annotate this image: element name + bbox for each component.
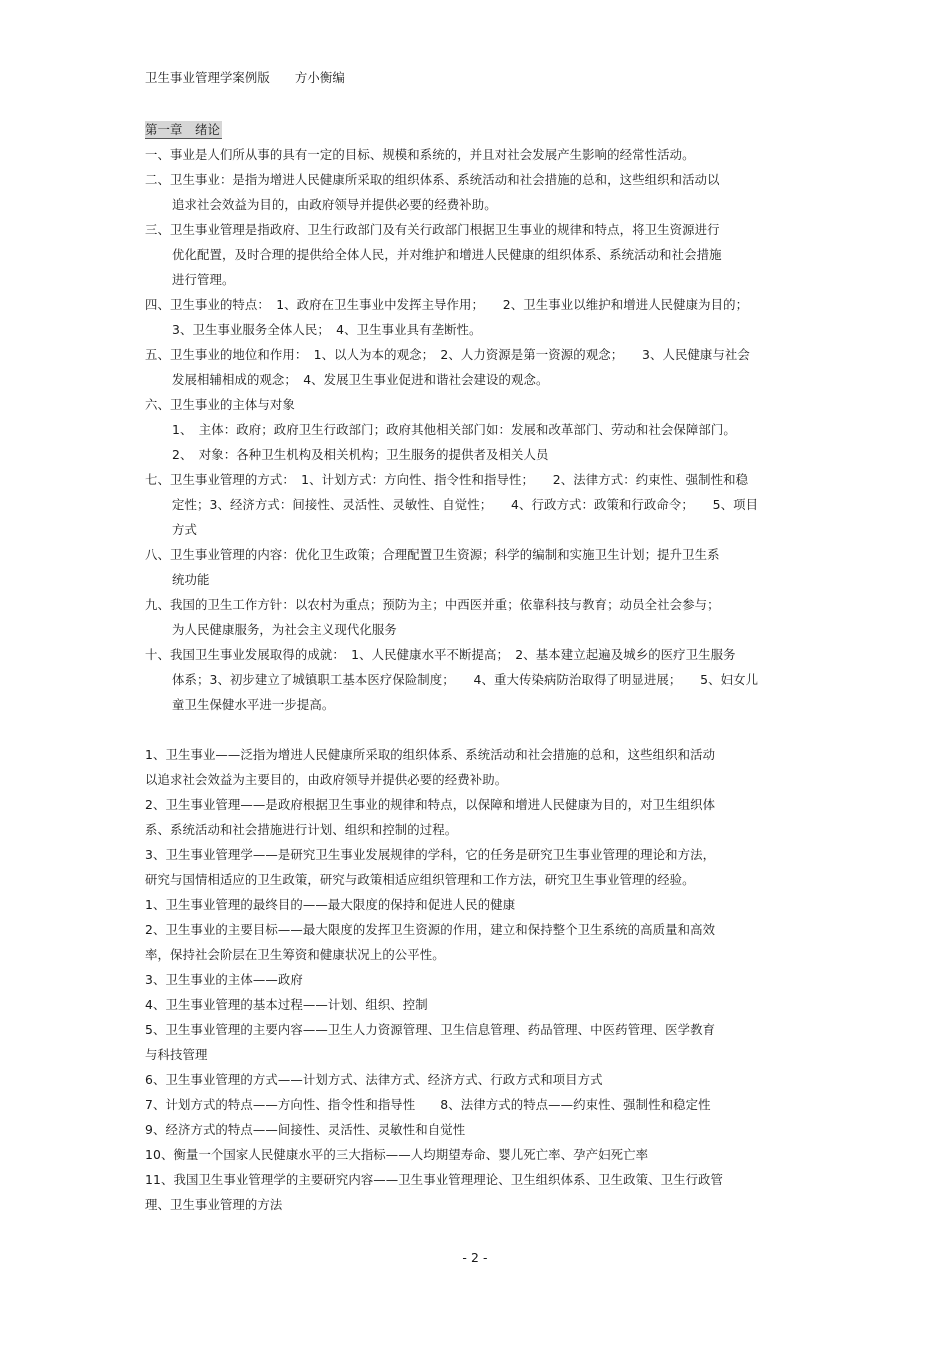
text-line: 优化配置，及时合理的提供给全体人民，并对维护和增进人民健康的组织体系、系统活动和社会措施: [172, 247, 722, 262]
text-line: 系、系统活动和社会措施进行计划、组织和控制的过程。: [145, 822, 458, 837]
text-line: 5、卫生事业管理的主要内容——卫生人力资源管理、卫生信息管理、药品管理、中医药管理、医学教育: [145, 1022, 716, 1037]
text-line: 方式: [172, 522, 197, 537]
text-line: 三、卫生事业管理是指政府、卫生行政部门及有关行政部门根据卫生事业的规律和特点，将卫生资源进行: [145, 222, 720, 237]
text-line: 2、 对象：各种卫生机构及相关机构；卫生服务的提供者及相关人员: [172, 447, 549, 462]
text-line: 八、卫生事业管理的内容：优化卫生政策；合理配置卫生资源；科学的编制和实施卫生计划；提升卫生系: [145, 547, 720, 562]
text-line: 4、卫生事业管理的基本过程——计划、组织、控制: [145, 997, 428, 1012]
text-line: 一、事业是人们所从事的具有一定的目标、规模和系统的，并且对社会发展产生影响的经常性活动。: [145, 147, 695, 162]
text-line: 2、卫生事业管理——是政府根据卫生事业的规律和特点，以保障和增进人民健康为目的，对卫生组织体: [145, 797, 716, 812]
text-line: 7、计划方式的特点——方向性、指令性和指导性 8、法律方式的特点——约束性、强制性和稳定性: [145, 1097, 711, 1112]
text-line: 二、卫生事业：是指为增进人民健康所采取的组织体系、系统活动和社会措施的总和，这些组织和活动以: [145, 172, 720, 187]
text-line: 十、我国卫生事业发展取得的成就： 1、人民健康水平不断提高； 2、基本建立起遍及城乡的医疗卫生服务: [145, 647, 736, 662]
text-line: 进行管理。: [172, 272, 235, 287]
text-line: 童卫生保健水平进一步提高。: [172, 697, 335, 712]
text-line: 研究与国情相适应的卫生政策，研究与政策相适应组织管理和工作方法，研究卫生事业管理的经验。: [145, 872, 695, 887]
text-line: 率，保持社会阶层在卫生筹资和健康状况上的公平性。: [145, 947, 445, 962]
text-line: 五、卫生事业的地位和作用： 1、以人为本的观念； 2、人力资源是第一资源的观念； 3、人民健康与社会: [145, 347, 750, 362]
page-number: - 2 -: [462, 1250, 488, 1265]
text-line: 九、我国的卫生工作方针：以农村为重点；预防为主；中西医并重；依靠科技与教育；动员全社会参与；: [145, 597, 720, 612]
text-line: 3、卫生事业服务全体人民； 4、卫生事业具有垄断性。: [172, 322, 482, 337]
text-line: 3、卫生事业管理学——是研究卫生事业发展规律的学科，它的任务是研究卫生事业管理的理论和方法，: [145, 847, 716, 862]
text-line: 统功能: [172, 572, 210, 587]
text-line: 追求社会效益为目的，由政府领导并提供必要的经费补助。: [172, 197, 497, 212]
text-line: 2、卫生事业的主要目标——最大限度的发挥卫生资源的作用，建立和保持整个卫生系统的高质量和高效: [145, 922, 716, 937]
text-line: 体系；3、初步建立了城镇职工基本医疗保险制度； 4、重大传染病防治取得了明显进展； 5、妇女儿: [172, 672, 759, 687]
text-line: 以追求社会效益为主要目的，由政府领导并提供必要的经费补助。: [145, 772, 508, 787]
text-line: 理、卫生事业管理的方法: [145, 1197, 283, 1212]
text-line: 6、卫生事业管理的方式——计划方式、法律方式、经济方式、行政方式和项目方式: [145, 1072, 603, 1087]
text-line: 为人民健康服务，为社会主义现代化服务: [172, 622, 397, 637]
text-line: 四、卫生事业的特点： 1、政府在卫生事业中发挥主导作用； 2、卫生事业以维护和增进人民健康为目的；: [145, 297, 749, 312]
text-line: 1、卫生事业——泛指为增进人民健康所采取的组织体系、系统活动和社会措施的总和，这些组织和活动: [145, 747, 716, 762]
text-line: 六、卫生事业的主体与对象: [145, 397, 295, 412]
text-line: 3、卫生事业的主体——政府: [145, 972, 303, 987]
document-header: 卫生事业管理学案例版 方小衡编: [145, 70, 345, 85]
text-line: 1、 主体：政府；政府卫生行政部门；政府其他相关部门如：发展和改革部门、劳动和社会保障部门。: [172, 422, 736, 437]
text-line: 11、我国卫生事业管理学的主要研究内容——卫生事业管理理论、卫生组织体系、卫生政策、卫生行政管: [145, 1172, 724, 1187]
text-line: 定性；3、经济方式：间接性、灵活性、灵敏性、自觉性； 4、行政方式：政策和行政命令； 5、项目: [172, 497, 759, 512]
text-line: 9、经济方式的特点——间接性、灵活性、灵敏性和自觉性: [145, 1122, 466, 1137]
text-line: 七、卫生事业管理的方式： 1、计划方式：方向性、指令性和指导性； 2、法律方式：约束性、强制性和稳: [145, 472, 749, 487]
text-line: 10、衡量一个国家人民健康水平的三大指标——人均期望寿命、婴儿死亡率、孕产妇死亡率: [145, 1147, 649, 1162]
text-line: 发展相辅相成的观念； 4、发展卫生事业促进和谐社会建设的观念。: [172, 372, 549, 387]
text-line: 与科技管理: [145, 1047, 208, 1062]
chapter-heading: 第一章 绪论: [145, 122, 220, 137]
text-line: 1、卫生事业管理的最终目的——最大限度的保持和促进人民的健康: [145, 897, 516, 912]
